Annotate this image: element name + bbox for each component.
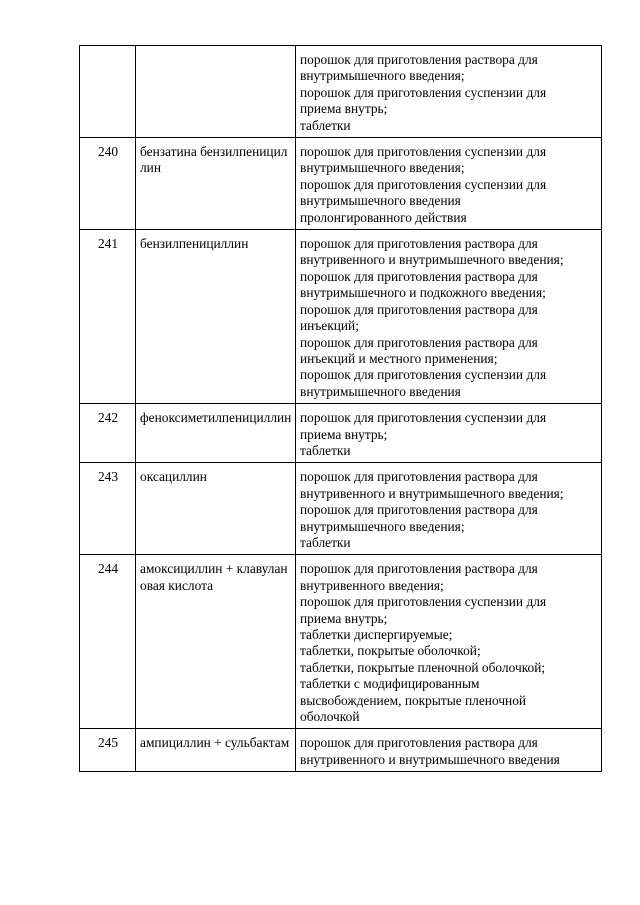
row-number: 243	[80, 463, 136, 555]
dosage-form-line: внутримышечного введения;	[300, 160, 465, 176]
dosage-form-line: таблетки	[300, 442, 351, 458]
dosage-form-line: внутримышечного введения;	[300, 68, 465, 84]
dosage-form-line: внутривенного и внутримышечного введения;	[300, 252, 564, 268]
dosage-form-line: таблетки диспергируемые;	[300, 627, 453, 642]
drug-name: бензатина бензилпенициллин	[136, 138, 296, 230]
dosage-form-line: порошок для приготовления раствора для	[300, 334, 538, 350]
dosage-form-line: высвобождением, покрытые пленочной	[300, 692, 527, 708]
table-row	[80, 404, 602, 463]
dosage-form-line: порошок для приготовления суспензии для	[300, 367, 547, 383]
dosage-form-line: внутримышечного введения;	[300, 518, 465, 534]
drug-name	[136, 46, 296, 138]
dosage-form-line: внутривенного и внутримышечного введения;	[300, 485, 564, 501]
dosage-form-line: таблетки, покрытые оболочкой;	[300, 643, 481, 659]
dosage-form-line: порошок для приготовления раствора для	[300, 561, 538, 577]
dosage-form-line: порошок для приготовления раствора для	[300, 52, 538, 67]
dosage-form-line: внутримышечного введения	[300, 383, 461, 399]
dosage-forms	[296, 463, 602, 555]
dosage-forms	[296, 555, 602, 729]
dosage-form-line: приема внутрь;	[300, 610, 388, 626]
row-number: 240	[80, 138, 136, 230]
table-row	[80, 230, 602, 404]
dosage-form-line: оболочкой	[300, 709, 360, 725]
drug-name: амоксициллин + клавулановая кислота	[136, 555, 296, 729]
dosage-form-line: порошок для приготовления раствора для	[300, 502, 538, 518]
drug-table-body	[80, 46, 602, 772]
dosage-form-line: порошок для приготовления раствора для	[300, 268, 538, 284]
row-number: 241	[80, 230, 136, 404]
drug-name: феноксиметилпенициллин	[136, 404, 296, 463]
dosage-form-line: порошок для приготовления суспензии для	[300, 594, 547, 610]
dosage-form-line: таблетки, покрытые пленочной оболочкой;	[300, 659, 546, 675]
drug-name: ампициллин + сульбактам	[136, 729, 296, 772]
dosage-forms	[296, 46, 602, 138]
dosage-form-line: приема внутрь;	[300, 426, 388, 442]
dosage-form-line: приема внутрь;	[300, 101, 388, 117]
dosage-form-line: инъекций;	[300, 318, 359, 334]
dosage-form-line: инъекций и местного применения;	[300, 350, 498, 366]
table-row	[80, 463, 602, 555]
row-number	[80, 46, 136, 138]
dosage-form-line: пролонгированного действия	[300, 209, 467, 225]
drug-table	[79, 45, 602, 772]
drug-name: оксациллин	[136, 463, 296, 555]
dosage-forms	[296, 729, 602, 772]
drug-name: бензилпенициллин	[136, 230, 296, 404]
dosage-form-line: порошок для приготовления раствора для	[300, 735, 538, 751]
dosage-form-line: порошок для приготовления раствора для	[300, 469, 538, 485]
dosage-form-line: таблетки с модифицированным	[300, 676, 480, 692]
row-number: 244	[80, 555, 136, 729]
table-row	[80, 729, 602, 772]
dosage-form-line: внутримышечного и подкожного введения;	[300, 285, 546, 301]
dosage-form-line: таблетки	[300, 117, 351, 133]
dosage-form-line: внутримышечного введения	[300, 193, 461, 209]
table-row	[80, 138, 602, 230]
row-number: 245	[80, 729, 136, 772]
dosage-form-line: порошок для приготовления раствора для	[300, 301, 538, 317]
dosage-forms	[296, 230, 602, 404]
dosage-form-line: внутривенного и внутримышечного введения	[300, 751, 560, 767]
dosage-forms	[296, 404, 602, 463]
dosage-form-line: внутривенного введения;	[300, 577, 444, 593]
dosage-forms	[296, 138, 602, 230]
dosage-form-line: порошок для приготовления суспензии для	[300, 176, 547, 192]
row-number: 242	[80, 404, 136, 463]
dosage-form-line: таблетки	[300, 534, 351, 550]
table-row	[80, 46, 602, 138]
dosage-form-line: порошок для приготовления суспензии для	[300, 84, 547, 100]
dosage-form-line: порошок для приготовления раствора для	[300, 236, 538, 252]
dosage-form-line: порошок для приготовления суспензии для	[300, 144, 547, 160]
dosage-form-line: порошок для приготовления суспензии для	[300, 410, 547, 426]
table-row	[80, 555, 602, 729]
